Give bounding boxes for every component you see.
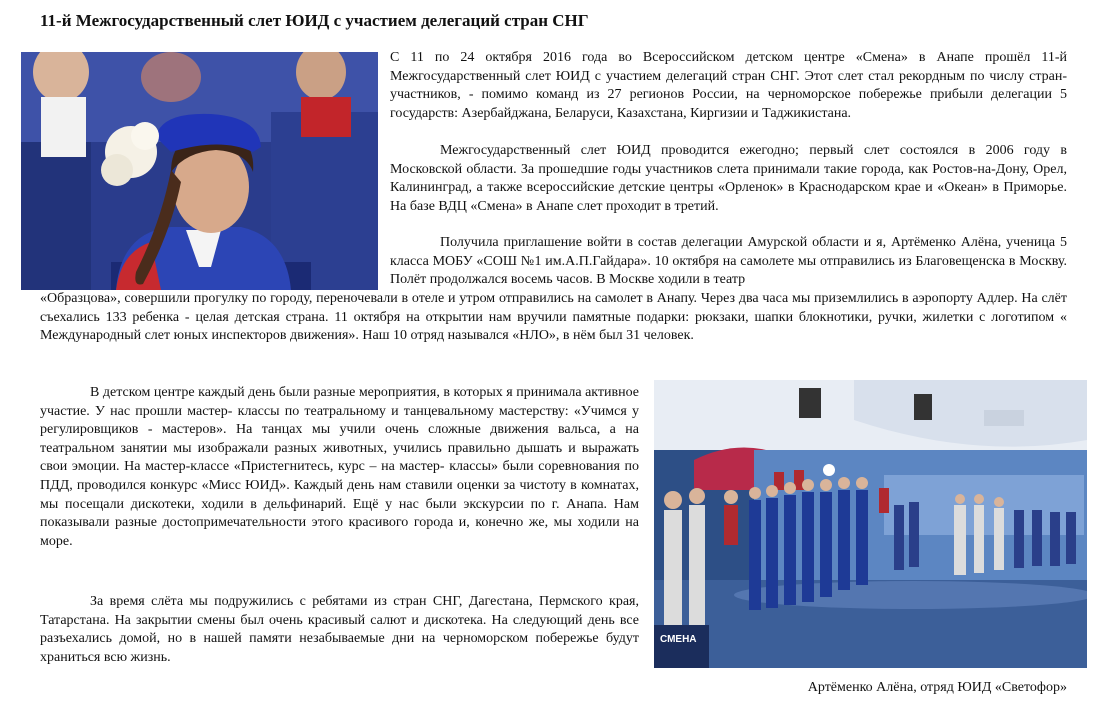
paragraph-invitation: Получила приглашение войти в состав делегации Амурской области и я, Артёменко Алёна, ученица 5 класса МОБУ «СОШ №1 им.А.П.Гайдара». 10 октября на самолете мы отправились из Благовещенска в Москву. Полёт продолжался восемь часов. В Москве ходили в театр <box>390 235 1067 288</box>
article-title: 11-й Межгосударственный слет ЮИД с участием делегаций стран СНГ <box>40 11 589 30</box>
article-caption: Артёменко Алёна, отряд ЮИД «Светофор» <box>807 680 1067 695</box>
paragraph-history: Межгосударственный слет ЮИД проводится ежегодно; первый слет состоялся в 2006 году в Московской области. За прошедшие годы участников слета принимали такие города, как Ростов-на-Дону, Орел, Калининград, а также всероссийские детские центры «Орленок» в Краснодарском крае и «Океан» в Приморье. На базе ВДЦ «Смена» в Анапе слет проходит в третий. <box>390 143 1067 214</box>
photo-girl-in-uniform <box>21 52 378 290</box>
photo-ceremony-stage <box>654 380 1087 668</box>
paragraph-activities: В детском центре каждый день были разные мероприятия, в которых я принимала активное участие. У нас прошли мастер- классы по театральному и танцевальному мастерству: «Учимся у регулировщиков - мастеров». На танцах мы учили очень сложные движения вальса, а на театральном занятии мы изображали разных животных, учились правильно дышать и выражать свои эмоции. На мастер-классе «Пристегнитесь, курс – на мастер- классы» были соревнования по ПДД, проводился конкурс «Мисс ЮИД». Каждый день нам ставили оценки за чистоту в комнатах, мы посещали дискотеки, ходили в дельфинарий. Ещё у нас были экскурсии по г. Анапа. Нам показывали разные достопримечательности этого красивого города и, конечно же, мы ходили на море. <box>40 385 639 549</box>
paragraph-intro: С 11 по 24 октября 2016 года во Всероссийском детском центре «Смена» в Анапе прошёл 11-й Межгосударственный слет ЮИД с участием делегаций стран СНГ. Этот слет стал рекордным по числу стран-участников, - помимо команд из 27 регионов России, на черноморское побережье прибыли делегации 5 государств: Азербайджана, Беларуси, Казахстана, Киргизии и Таджикистана. <box>390 50 1067 121</box>
paragraph-invitation-continued: «Образцова», совершили прогулку по городу, переночевали в отеле и утром отправились на самолет в Анапу. Через два часа мы приземлились в аэропорту Адлер. На слёт съехались 133 ребенка - целая детская страна. 11 октября на открытии нам вручили памятные подарки: рюкзаки, шапки блокнотики, ручки, жилетки с логотипом « Международный слет юных инспекторов движения». Наш 10 отряд назывался «НЛО», в нём был 31 человек. <box>40 291 1067 344</box>
paragraph-closing: За время слёта мы подружились с ребятами из стран СНГ, Дагестана, Пермского края, Татарстана. На закрытии смены был очень красивый салют и дискотека. На следующий день все разъехались домой, но в нашей памяти незабываемые дни на черноморском побережье будут храниться всю жизнь. <box>40 594 639 665</box>
smena-logo: СМЕНА <box>660 634 697 645</box>
